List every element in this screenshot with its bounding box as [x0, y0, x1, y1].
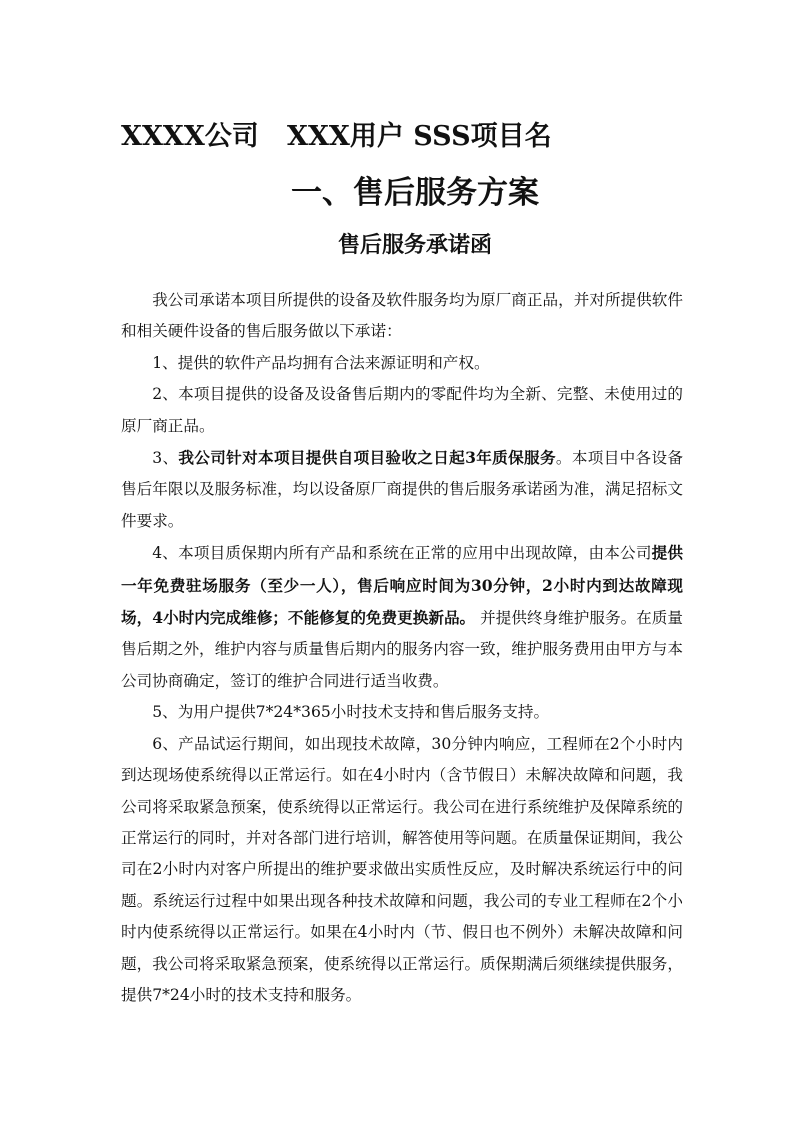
item-3-rest: 。本项目中各设备售后年限以及服务标准，均以设备原厂商提供的售后服务承诺函为准，满足招标文件要求。 [121, 449, 683, 530]
letter-body [121, 285, 683, 1011]
paragraph-item-6: 6、产品试运行期间，如出现技术故障，30分钟内响应，工程师在2个小时内到达现场使系统得以正常运行。如在4小时内（含节假日）未解决故障和问题，我公司将采取紧急预案，使系统得以正常运行。我公司在进行系统维护及保障系统的正常运行的同时，并对各部门进行培训，解答使用等问题。在质量保证期间，我公司在2小时内对客户所提出的维护要求做出实质性反应，及时解决系统运行中的问题。系统运行过程中如果出现各种技术故障和问题，我公司的专业工程师在2个小时内使系统得以正常运行。如果在4小时内（节、假日也不例外）未解决故障和问题，我公司将采取紧急预案，使系统得以正常运行。质保期满后须继续提供服务，提供7*24小时的技术支持和服务。 [121, 734, 683, 1004]
item-4-bold-commitment: 提供一年免费驻场服务（至少一人），售后响应时间为30分钟，2小时内到达故障现场，4小时内完成维修；不能修复的免费更换新品。 [121, 543, 683, 628]
letter-title: 售后服务承诺函 [337, 232, 492, 258]
paragraph-item-5: 5、为用户提供7*24*365小时技术支持和售后服务支持。 [152, 703, 550, 722]
paragraph-item-3 [121, 442, 683, 537]
header-user: XXX用户 [287, 121, 404, 152]
paragraph-item-2: 2、本项目提供的设备及设备售后期内的零配件均为全新、完整、未使用过的原厂商正品。 [121, 385, 683, 435]
item-4-prefix: 4、本项目质保期内所有产品和系统在正常的应用中出现故障，由本公司 [152, 544, 652, 563]
header-company: XXXX公司 [121, 121, 259, 152]
header-project: SSS项目名 [413, 121, 552, 152]
item-4-rest: 并提供终身维护服务。在质量售后期之外，维护内容与质量售后期内的服务内容一致，维护服务费用由甲方与本公司协商确定，签订的维护合同进行适当收费。 [121, 609, 683, 690]
paragraph-item-4 [121, 537, 683, 697]
paragraph-intro: 我公司承诺本项目所提供的设备及软件服务均为原厂商正品，并对所提供软件和相关硬件设备的售后服务做以下承诺： [121, 291, 683, 341]
item-3-prefix: 3、 [152, 449, 179, 468]
section-title: 一、售后服务方案 [291, 175, 539, 211]
paragraph-item-1: 1、提供的软件产品均拥有合法来源证明和产权。 [152, 353, 490, 372]
document-header [121, 114, 552, 153]
item-3-bold-commitment: 我公司针对本项目提供自项目验收之日起3年质保服务 [178, 448, 556, 468]
